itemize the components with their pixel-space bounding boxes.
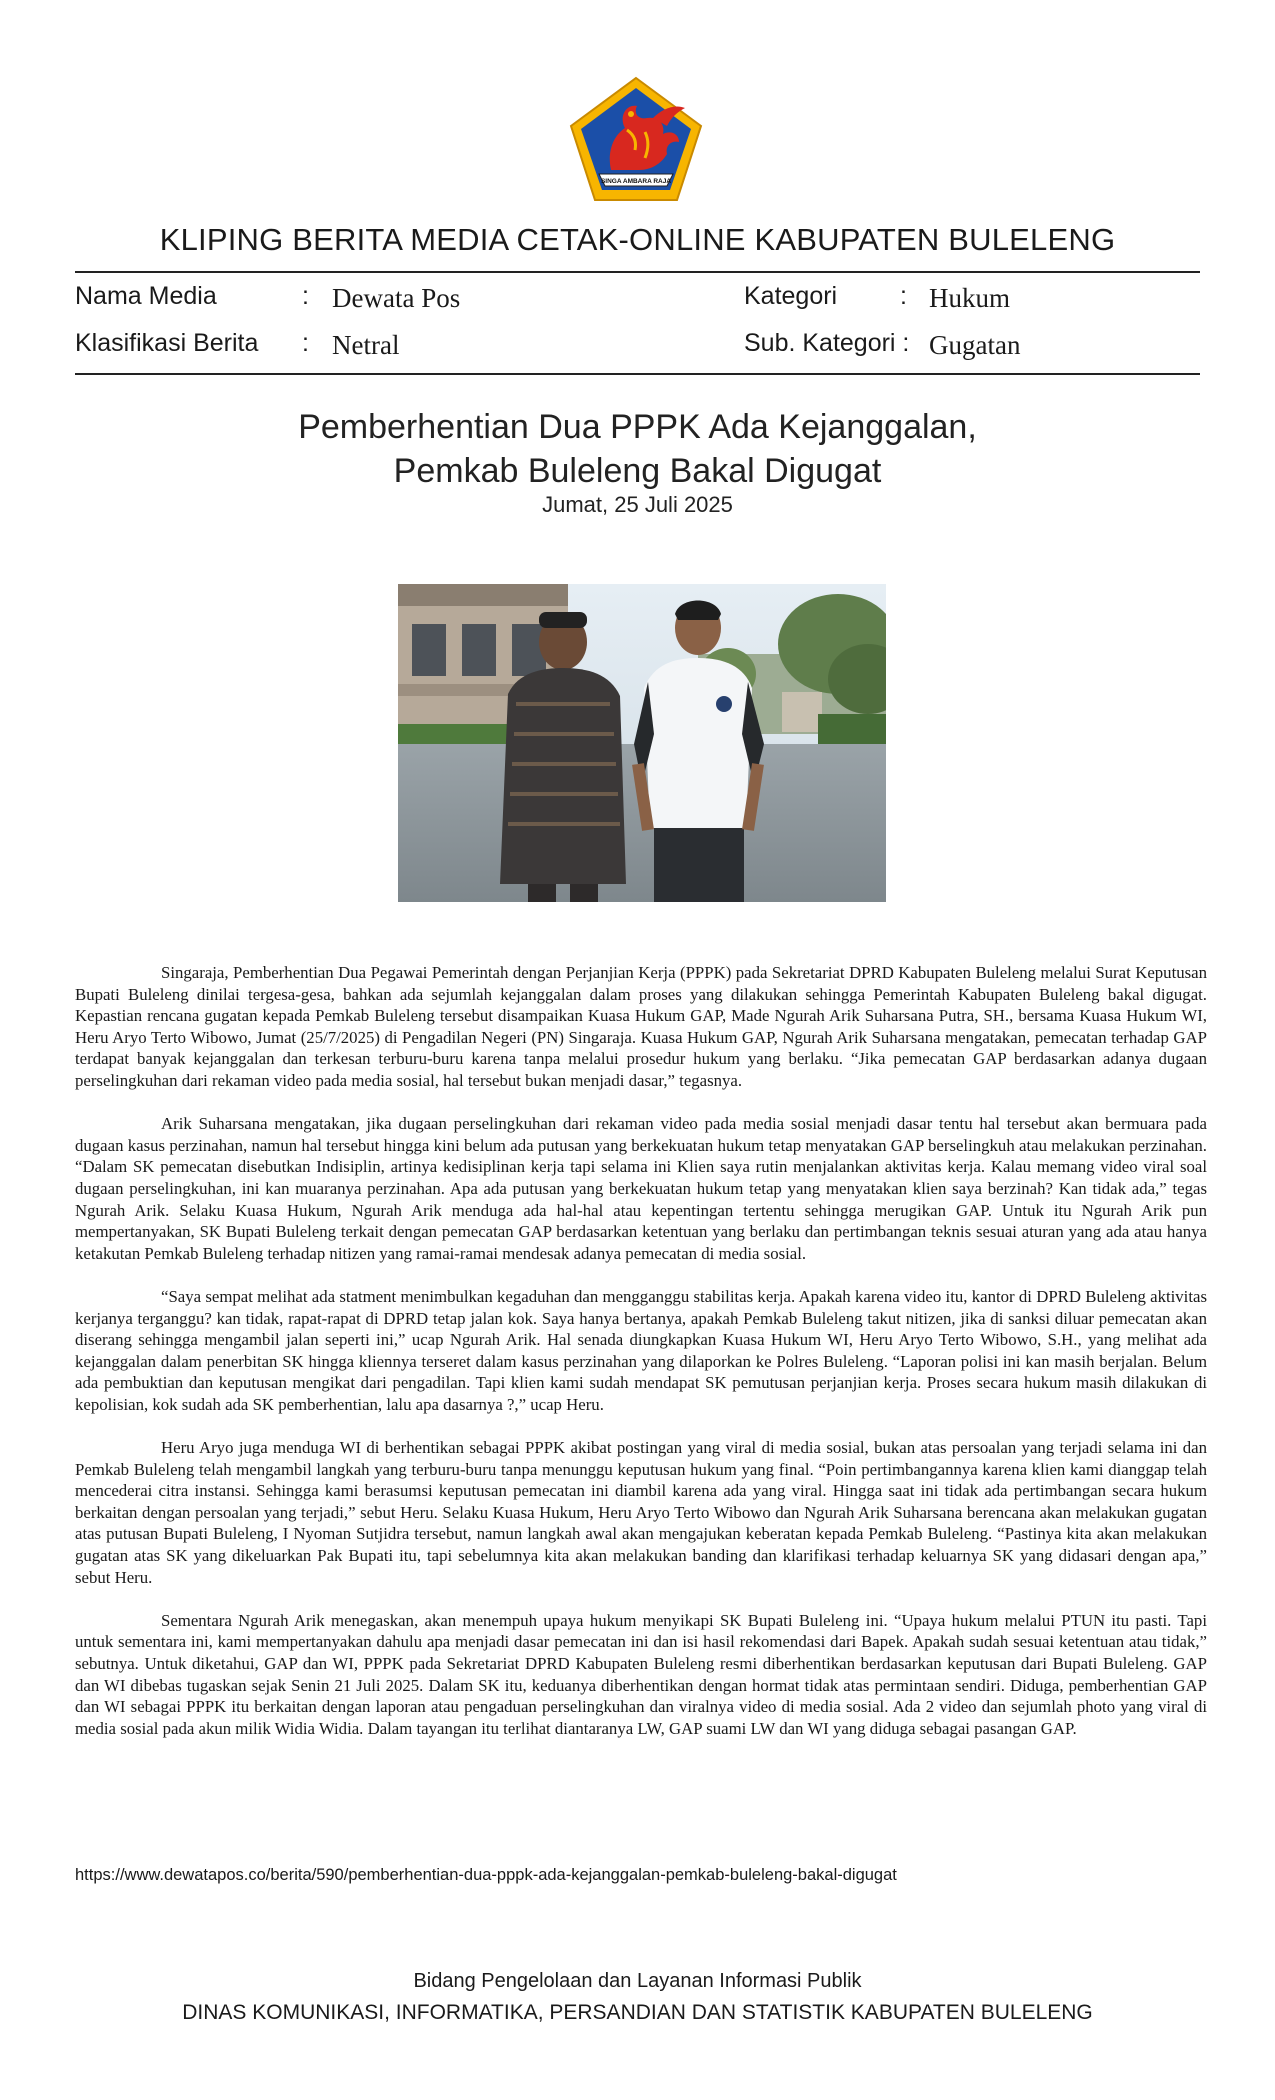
logo-banner-text: SINGA AMBARA RAJA <box>600 178 672 185</box>
article-date: Jumat, 25 Juli 2025 <box>542 492 733 517</box>
footer-agency: DINAS KOMUNIKASI, INFORMATIKA, PERSANDIAN DAN STATISTIK KABUPATEN BULELENG <box>182 2001 1093 2024</box>
article-paragraph: “Saya sempat melihat ada statment menimbulkan kegaduhan dan mengganggu stabilitas kerja. Apakah karena video itu, kantor di DPRD Buleleng aktivitas kerjanya terganggu? kan tidak, rapat-rapat di DPRD tetap jalan kok. Saya hanya bertanya, apakah Pemkab Buleleng takut nitizen, jika di sanksi diluar pemecatan akan diserang sehingga mengambil jalan seperti ini,” ucap Ngurah Arik. Hal senada diungkapkan Kuasa Hukum WI, Heru Aryo Terto Wibowo, S.H., yang melihat ada kejanggalan dalam penerbitan SK hingga kliennya terseret dalam kasus perzinahan yang dilaporkan ke Polres Buleleng. “Laporan polisi ini kan masih berjalan. Belum ada pembuktian dan keputusan mengikat dari pengadilan. Tapi klien kami sudah mendapat SK pemutusan perjanjian kerja. Proses secara hukum masih dilakukan di kepolisian, kok sudah ada SK pemberhentian, lalu apa dasarnya ?,” ucap Heru. <box>75 1286 1207 1414</box>
klasifikasi-value: Netral <box>332 330 400 360</box>
subkategori-label: Sub. Kategori : <box>744 329 910 357</box>
klasifikasi-colon: : <box>302 329 309 357</box>
article-photo <box>398 584 886 902</box>
media-colon: : <box>302 282 309 310</box>
article-headline <box>0 405 1275 493</box>
article-paragraph: Arik Suharsana mengatakan, jika dugaan perselingkuhan dari rekaman video pada media sosial menjadi dasar tentu hal tersebut akan bermuara pada dugaan kasus perzinahan, namun hal tersebut hingga kini belum ada putusan yang berkekuatan hukum tetap menyatakan GAP berselingkuh atau melakukan perzinahan. “Dalam SK pemecatan disebutkan Indisiplin, artinya kedisiplinan kerja tapi selama ini Klien saya rutin menjalankan aktivitas kerja. Kalau memang video viral soal dugaan perselingkuhan, ini kan muaranya perzinahan. Apa ada putusan yang berkekuatan hukum tetap yang menyatakan klien saya berzinah? Kan tidak ada,” tegas Ngurah Arik. Selaku Kuasa Hukum, Ngurah Arik menduga ada hal-hal atau kepentingan tertentu sehingga merugikan GAP. Untuk itu Ngurah Arik pun mempertanyakan, SK Bupati Buleleng terkait dengan pemecatan GAP berdasarkan ketentuan yang berlaku dan pertimbangan teknis sesuai aturan yang ada atau hanya ketakutan Pemkab Buleleng terhadap nitizen yang ramai-ramai mendesak adanya pemecatan di media sosial. <box>75 1114 1207 1263</box>
footer-division: Bidang Pengelolaan dan Layanan Informasi Publik <box>413 1970 862 1992</box>
kategori-colon: : <box>900 282 907 310</box>
header-divider-bottom <box>75 373 1200 375</box>
kategori-label: Kategori <box>744 282 838 310</box>
source-url: https://www.dewatapos.co/berita/590/pemberhentian-dua-pppk-ada-kejanggalan-pemkab-buleleng-bakal-digugat <box>75 1866 897 1884</box>
article-paragraph: Sementara Ngurah Arik menegaskan, akan menempuh upaya hukum menyikapi SK Bupati Buleleng ini. “Upaya hukum melalui PTUN itu pasti. Tapi untuk sementara ini, kami mempertanyakan dahulu apa menjadi dasar pemecatan ini dan isi hasil rekomendasi dari Bapek. Apakah sudah sesuai ketentuan atau tidak,” sebutnya. Untuk diketahui, GAP dan WI, PPPK pada Sekretariat DPRD Kabupaten Buleleng resmi diberhentikan berdasarkan keputusan dari Bupati Buleleng. GAP dan WI dibebas tugaskan sejak Senin 21 Juli 2025. Dalam SK itu, keduanya diberhentikan dengan hormat tidak atas permintaan sendiri. Diduga, pemberhentian GAP dan WI sebagai PPPK itu berkaitan dengan laporan atau pengaduan perselingkuhan dan viralnya video di media sosial. Ada 2 video dan sejumlah photo yang viral di media sosial pada akun milik Widia Widia. Dalam tayangan itu terlihat diantaranya LW, GAP suami LW dan WI yang diduga sebagai pasangan GAP. <box>75 1610 1207 1738</box>
headline-line-2: Pemkab Buleleng Bakal Digugat <box>393 452 882 490</box>
kategori-value: Hukum <box>929 283 1010 313</box>
article-paragraph: Heru Aryo juga menduga WI di berhentikan sebagai PPPK akibat postingan yang viral di media sosial, bukan atas persoalan yang terjadi selama ini dan Pemkab Buleleng telah mengambil langkah yang terburu-buru tanpa menunggu keputusan hukum yang final. “Poin pertimbangannya karena klien kami dianggap telah mencederai citra instansi. Sehingga kami berasumsi keputusan pemecatan ini diambil karena ada yang viral. Hingga saat ini tidak ada pertimbangan secara hukum berkaitan dengan persoalan yang terjadi,” sebut Heru. Selaku Kuasa Hukum, Heru Aryo Terto Wibowo dan Ngurah Arik Suharsana berencana akan melakukan gugatan atas putusan Bupati Buleleng, I Nyoman Sutjidra tersebut, namun langkah awal akan mengajukan keberatan kepada Pemkab Buleleng. “Pastinya kita akan melakukan gugatan atas SK yang dikeluarkan Pak Bupati itu, tapi sebelumnya kita akan melakukan banding dan klarifikasi terhadap keluarnya SK yang didasari dengan apa,” sebut Heru. <box>75 1438 1207 1587</box>
media-label: Nama Media <box>75 282 217 310</box>
media-value: Dewata Pos <box>332 283 461 313</box>
article-body <box>75 962 1207 1761</box>
article-paragraph: Singaraja, Pemberhentian Dua Pegawai Pemerintah dengan Perjanjian Kerja (PPPK) pada Sekretariat DPRD Kabupaten Buleleng melalui Surat Keputusan Bupati Buleleng dinilai tergesa-gesa, bahkan ada sejumlah kejanggalan dalam proses yang dilakukan sehingga Pemerintah Kabupaten Buleleng bakal digugat. Kepastian rencana gugatan kepada Pemkab Buleleng tersebut disampaikan Kuasa Hukum GAP, Made Ngurah Arik Suharsana Putra, SH., bersama Kuasa Hukum WI, Heru Aryo Terto Wibowo, Jumat (25/7/2025) di Pengadilan Negeri (PN) Singaraja. Kuasa Hukum GAP, Ngurah Arik Suharsana mengatakan, pemecatan terhadap GAP terdapat banyak kejanggalan dan terkesan terburu-buru karena tanpa melalui prosedur hukum yang berlaku. “Jika pemecatan GAP berdasarkan adanya dugaan perselingkuhan dari rekaman video pada media sosial, hal tersebut bukan menjadi dasar,” tegasnya. <box>75 963 1207 1090</box>
headline-line-1: Pemberhentian Dua PPPK Ada Kejanggalan, <box>298 408 977 446</box>
klasifikasi-label: Klasifikasi Berita <box>75 329 259 357</box>
header-divider-top <box>75 271 1200 273</box>
clipping-title: KLIPING BERITA MEDIA CETAK-ONLINE KABUPATEN BULELENG <box>159 222 1116 257</box>
buleleng-regency-logo <box>567 74 705 204</box>
subkategori-value: Gugatan <box>929 330 1021 360</box>
